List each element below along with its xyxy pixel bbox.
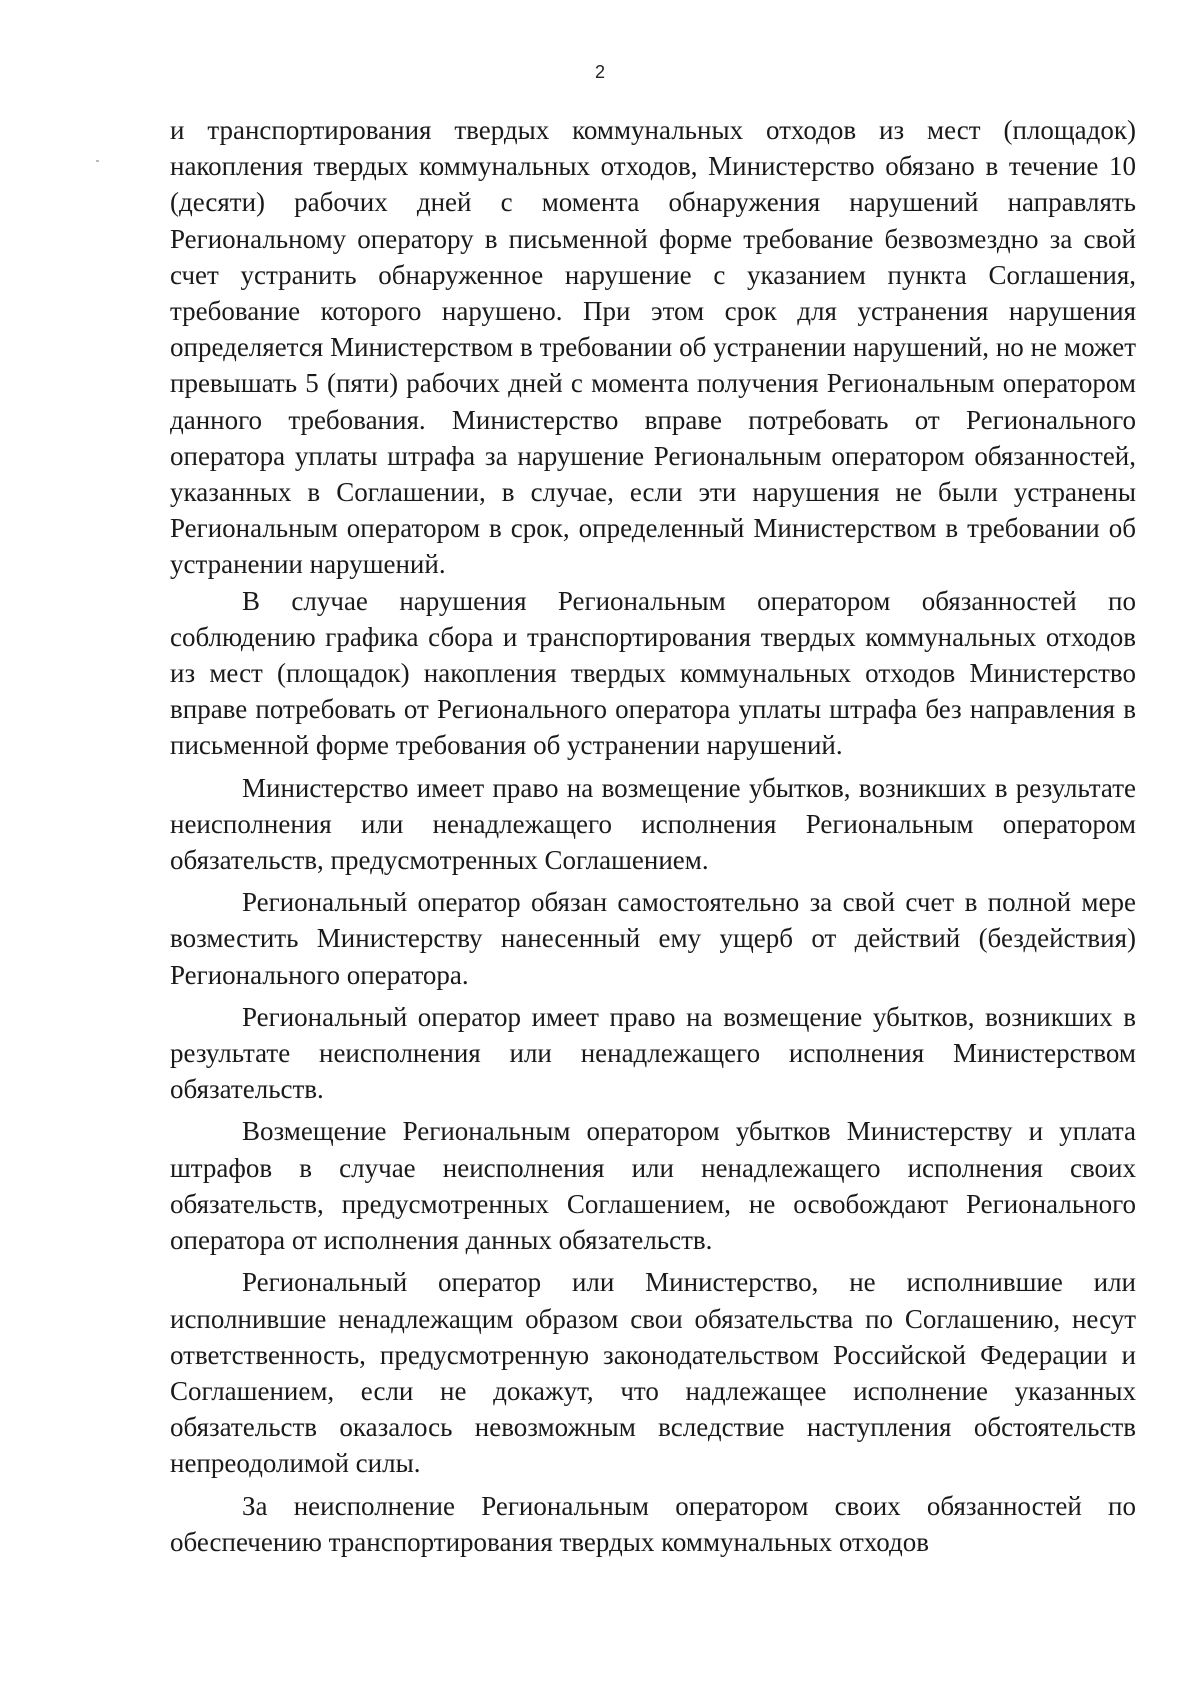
scan-speck <box>96 160 99 162</box>
paragraph-ministry-damages: Министерство имеет право на возмещение убытков, возникших в результате неисполнения или ненадлежащего исполнения Региональным оператором обязательств, предусмотренных Соглашением. <box>170 772 1136 876</box>
page-number: 2 <box>594 62 605 82</box>
paragraph-operator-compensation: Региональный оператор обязан самостоятельно за свой счет в полной мере возместить Министерству нанесенный ему ущерб от действий (бездействия) Регионального оператора. <box>170 887 1136 990</box>
paragraph-operator-damages: Региональный оператор имеет право на возмещение убытков, возникших в результате неисполнения или ненадлежащего исполнения Министерством обязательств. <box>170 1001 1136 1105</box>
paragraph-nonperformance: За неисполнение Региональным оператором своих обязанностей по обеспечению транспортирования твердых коммунальных отходов <box>170 1490 1136 1557</box>
paragraph-continuation: и транспортирования твердых коммунальных отходов из мест (площадок) накопления твердых коммунальных отходов, Министерство обязано в течение 10 (десяти) рабочих дней с момента обнаружения нарушений направлять Региональному оператору в письменной форме требование безвозмездно за свой счет устранить обнаруженное нарушение с указанием пункта Соглашения, требование которого нарушено. При этом срок для устранения нарушения определяется Министерством в требовании об устранении нарушений, но не может превышать 5 (пяти) рабочих дней с момента получения Региональным оператором данного требования. Министерство вправе потребовать от Регионального оператора уплаты штрафа за нарушение Региональным оператором обязанностей, указанных в Соглашении, в случае, если эти нарушения не были устранены Региональным оператором в срок, определенный Министерством в требовании об устранении нарушений. <box>170 115 1136 580</box>
paragraph-liability: Региональный оператор или Министерство, не исполнившие или исполнившие ненадлежащим образом свои обязательства по Соглашению, несут ответственность, предусмотренную законодательством Российской Федерации и Соглашением, если не докажут, что надлежащее исполнение указанных обязательств оказалось невозможным вследствие наступления обстоятельств непреодолимой силы. <box>170 1267 1136 1479</box>
paragraph-schedule-violation: В случае нарушения Региональным оператором обязанностей по соблюдению графика сбора и транспортирования твердых коммунальных отходов из мест (площадок) накопления твердых коммунальных отходов Министерство вправе потребовать от Регионального оператора уплаты штрафа без направления в письменной форме требования об устранении нарушений. <box>170 585 1136 761</box>
paragraph-penalties-not-release: Возмещение Региональным оператором убытков Министерству и уплата штрафов в случае неисполнения или ненадлежащего исполнения своих обязательств, предусмотренных Соглашением, не освобождают Регионального оператора от исполнения данных обязательств. <box>170 1116 1136 1256</box>
document-body <box>170 112 1136 1560</box>
